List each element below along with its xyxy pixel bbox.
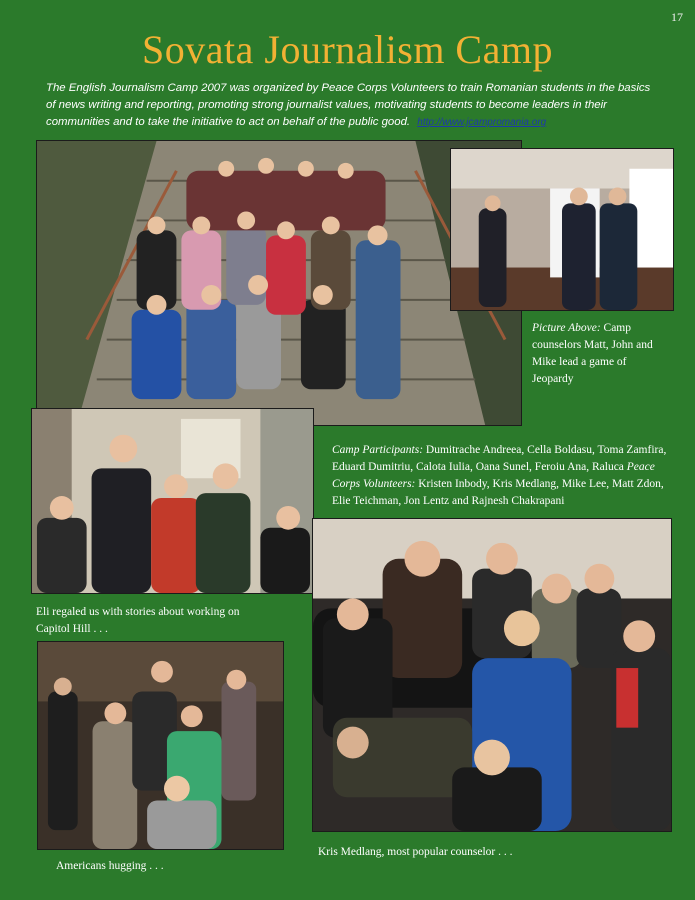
page-number: 17 (671, 10, 683, 24)
kris-couch-photo (312, 518, 672, 832)
intro-text: The English Journalism Camp 2007 was organized by Peace Corps Volunteers to train Romanian students in the basics of news writing and reporting, promoting strong journalist values, motivating students to become leaders in their communities and to take the initiative to act on behalf of the public good. (46, 82, 651, 128)
participants-caption-text: Dumitrache Andreea, Cella Boldasu, Toma Zamfira, Eduard Dumitriu, Calota Iulia, Oana Sunel, Feroiu Ana, Raluca (332, 444, 667, 473)
participants-caption (332, 442, 682, 510)
jeopardy-caption-text: Camp counselors Matt, John and Mike lead a game of Jeopardy (532, 322, 653, 385)
americans-caption: Americans hugging . . . (56, 860, 164, 872)
volunteers-caption-lead: Peace Corps Volunteers: (332, 461, 655, 490)
camp-website-link[interactable]: http://www.jcampromania.org (417, 117, 547, 128)
participants-caption-lead: Camp Participants: (332, 444, 424, 456)
americans-hugging-photo (37, 641, 284, 850)
volunteers-caption-text: Kristen Inbody, Kris Medlang, Mike Lee, Matt Zdon, Elie Teichman, Jon Lentz and Rajnesh Chakrapani (332, 478, 664, 507)
kris-caption: Kris Medlang, most popular counselor . . . (318, 846, 513, 858)
jeopardy-game-photo (450, 148, 674, 311)
eli-caption: Eli regaled us with stories about working on Capitol Hill . . . (36, 606, 240, 635)
intro-paragraph (46, 80, 656, 131)
jeopardy-caption (532, 320, 662, 388)
jeopardy-caption-lead: Picture Above: (532, 322, 601, 334)
eli-students-photo (31, 408, 314, 594)
page-title: Sovata Journalism Camp (142, 27, 553, 72)
